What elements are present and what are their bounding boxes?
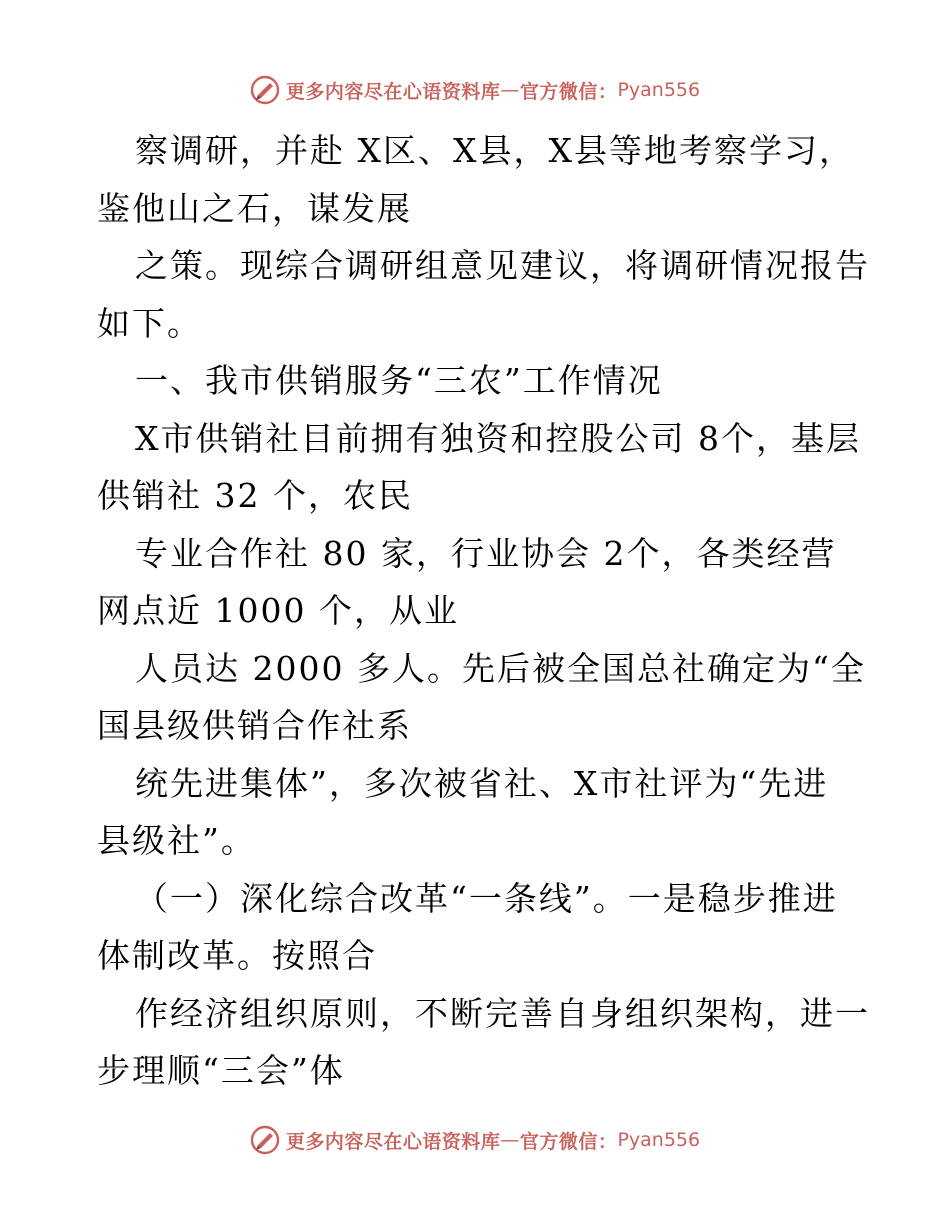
body-line-13: 县级社”。 <box>97 821 256 860</box>
document-body <box>97 122 877 1100</box>
footer-watermark <box>0 1122 950 1158</box>
watermark-account: Pyan556 <box>617 1129 701 1151</box>
body-line-7: 供销社 32 个，农民 <box>97 476 413 515</box>
body-line-16: 作经济组织原则，不断完善自身组织架构，进一 <box>135 993 870 1033</box>
subsection-heading: （一）深化综合改革“一条线”。一是稳步推进 <box>135 878 838 918</box>
body-line-8: 专业合作社 80 家，行业协会 2个，各类经营 <box>135 533 837 573</box>
watermark-account: Pyan556 <box>617 79 701 101</box>
watermark-dash: — <box>500 1129 520 1151</box>
watermark-label: 更多内容尽在心语资料库 <box>285 1130 501 1153</box>
body-line-3: 之策。现综合调研组意见建议，将调研情况报告 <box>135 246 870 285</box>
header-watermark <box>0 72 950 108</box>
watermark-label: 更多内容尽在心语资料库 <box>285 80 501 103</box>
body-line-6: X市供销社目前拥有独资和控股公司 8个，基层 <box>135 418 861 458</box>
watermark-contact: 官方微信： <box>519 80 618 103</box>
body-line-15: 体制改革。按照合 <box>97 936 377 975</box>
body-line-17: 步理顺“三会”体 <box>97 1051 345 1090</box>
body-line-12: 统先进集体”，多次被省社、X市社评为“先进 <box>135 763 829 803</box>
watermark-dash: — <box>500 79 520 101</box>
body-line-10: 人员达 2000 多人。先后被全国总社确定为“全 <box>135 648 866 688</box>
logo-seal-icon <box>250 1125 280 1155</box>
body-line-9: 网点近 1000 个，从业 <box>97 591 459 630</box>
logo-seal-icon <box>250 75 280 105</box>
body-line-4: 如下。 <box>97 303 202 343</box>
body-line-11: 国县级供销合作社系 <box>97 706 412 745</box>
watermark-contact: 官方微信： <box>519 1130 618 1153</box>
body-line-2: 鉴他山之石，谋发展 <box>97 188 412 228</box>
section-heading: 一、我市供销服务“三农”工作情况 <box>135 361 663 400</box>
body-line-1: 察调研，并赴 X区、X县，X县等地考察学习， <box>135 131 854 170</box>
